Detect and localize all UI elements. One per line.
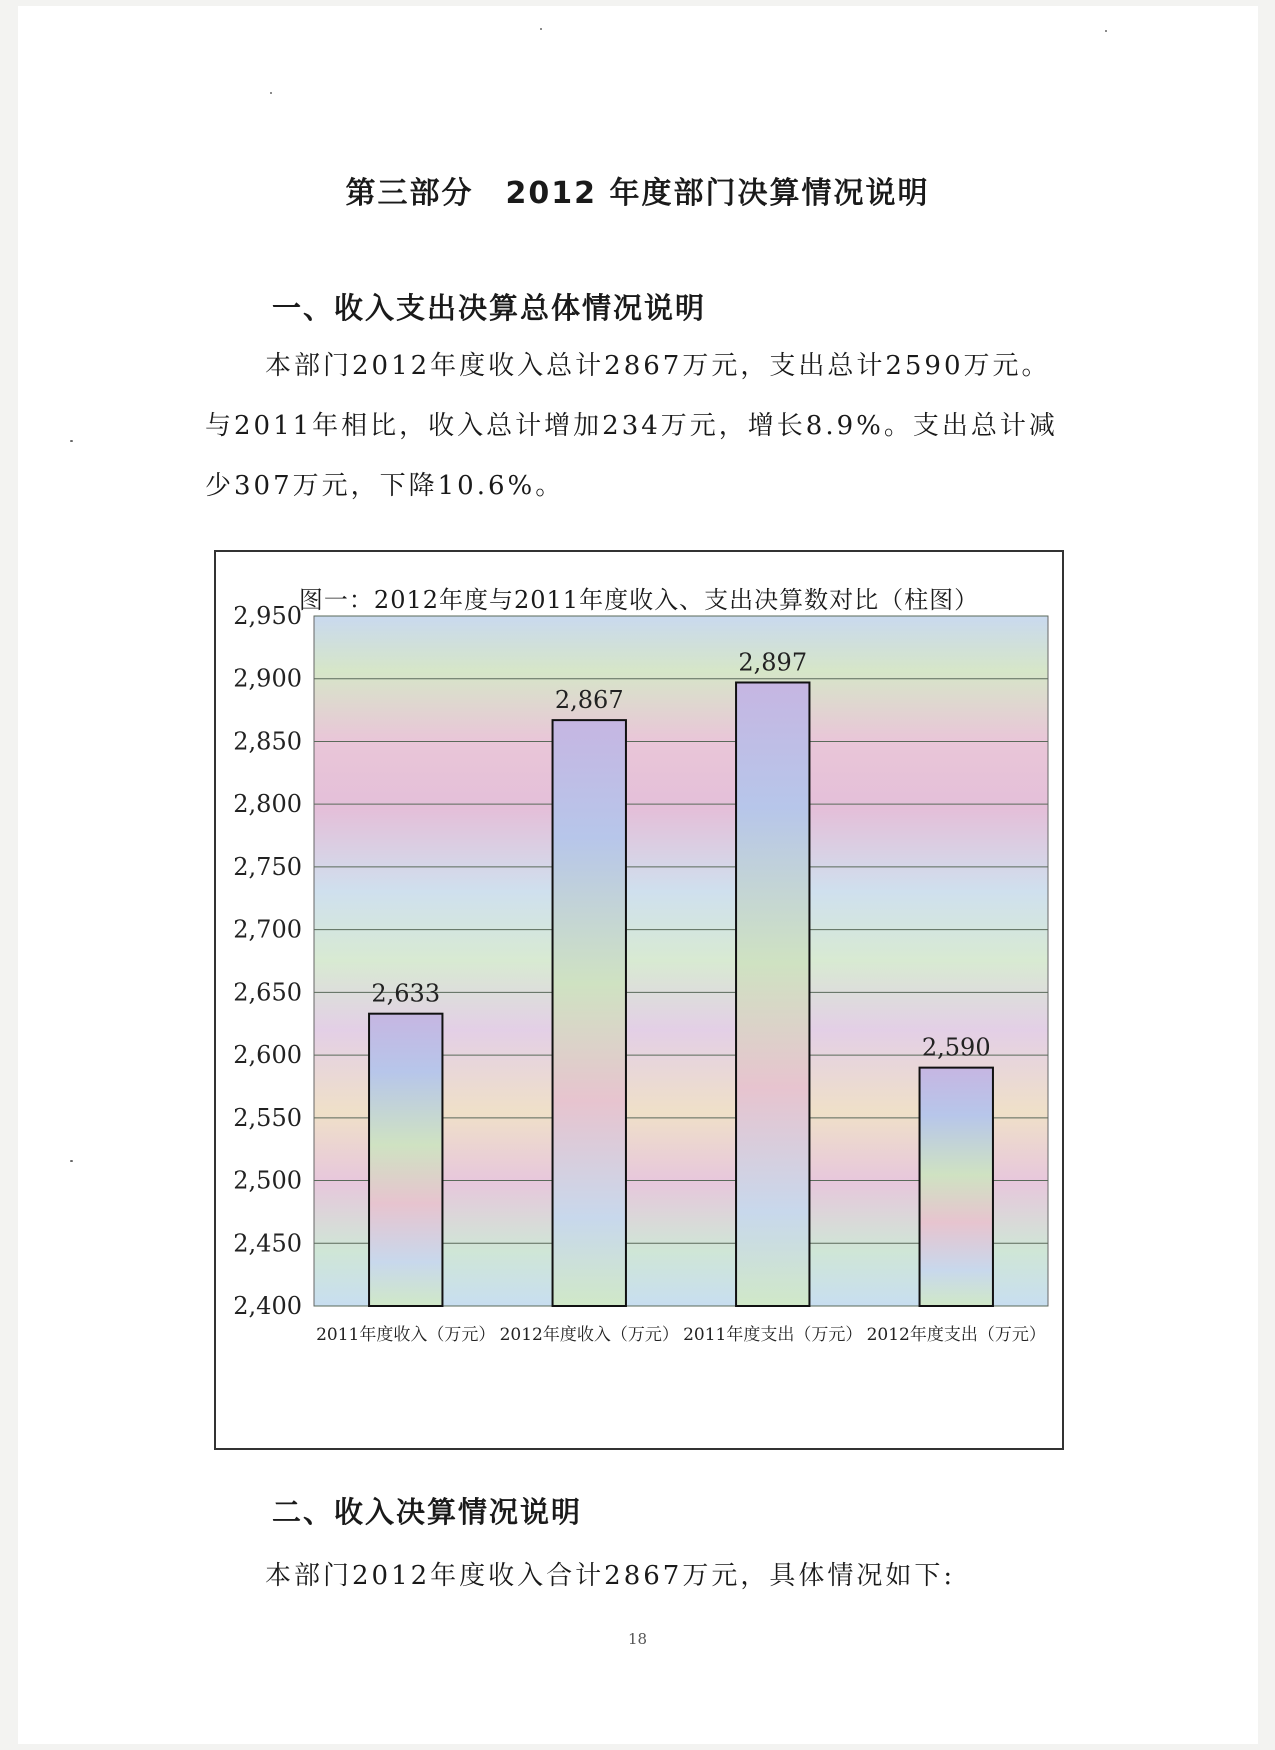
- scan-speck: [70, 440, 73, 442]
- bar: [369, 1014, 442, 1306]
- y-tick-label: 2,600: [233, 1041, 302, 1070]
- bar: [736, 682, 809, 1306]
- y-tick-label: 2,550: [233, 1103, 302, 1132]
- x-tick-label: 2012年度收入（万元）: [499, 1325, 679, 1345]
- y-tick-label: 2,800: [233, 790, 302, 819]
- y-tick-label: 2,850: [233, 727, 302, 756]
- y-tick-label: 2,450: [233, 1229, 302, 1258]
- y-axis-tick-labels: [233, 602, 302, 1320]
- scan-speck: [540, 28, 542, 30]
- section-heading-1: 一、收入支出决算总体情况说明: [272, 291, 707, 325]
- x-axis-tick-labels: [316, 1324, 1046, 1345]
- bar: [920, 1068, 993, 1306]
- section-heading-2: 二、收入决算情况说明: [272, 1495, 583, 1529]
- section-2-paragraph: 本部门2012年度收入合计2867万元，具体情况如下:: [265, 1561, 956, 1591]
- x-tick-label: 2011年度收入（万元）: [316, 1325, 496, 1345]
- scan-speck: [1105, 30, 1107, 32]
- scan-speck: [70, 1160, 73, 1162]
- y-tick-label: 2,700: [233, 915, 302, 944]
- data-label: 2,633: [371, 979, 441, 1008]
- y-tick-label: 2,900: [233, 664, 302, 693]
- data-label: 2,590: [921, 1033, 991, 1062]
- bar-chart: [216, 552, 1062, 1448]
- y-tick-label: 2,500: [233, 1166, 302, 1195]
- bar-chart-figure: [214, 550, 1064, 1450]
- page-number: 18: [627, 1630, 648, 1648]
- y-tick-label: 2,400: [233, 1292, 302, 1320]
- x-tick-label: 2012年度支出（万元）: [866, 1325, 1046, 1345]
- scan-speck: [270, 92, 272, 94]
- y-tick-label: 2,650: [233, 978, 302, 1007]
- x-tick-label: 2011年度支出（万元）: [683, 1325, 863, 1345]
- chart-title: 图一：2012年度与2011年度收入、支出决算数对比（柱图）: [298, 586, 980, 614]
- section-1-paragraph: 本部门2012年度收入总计2867万元，支出总计2590万元。与2011年相比，收入总计增加234万元，增长8.9%。支出总计减少307万元，下降10.6%。: [205, 351, 1058, 501]
- document-title: 第三部分 2012 年度部门决算情况说明: [345, 176, 930, 211]
- data-label: 2,897: [738, 648, 808, 677]
- bar: [553, 720, 626, 1306]
- y-tick-label: 2,950: [233, 602, 302, 630]
- data-label: 2,867: [554, 686, 624, 715]
- y-tick-label: 2,750: [233, 852, 302, 881]
